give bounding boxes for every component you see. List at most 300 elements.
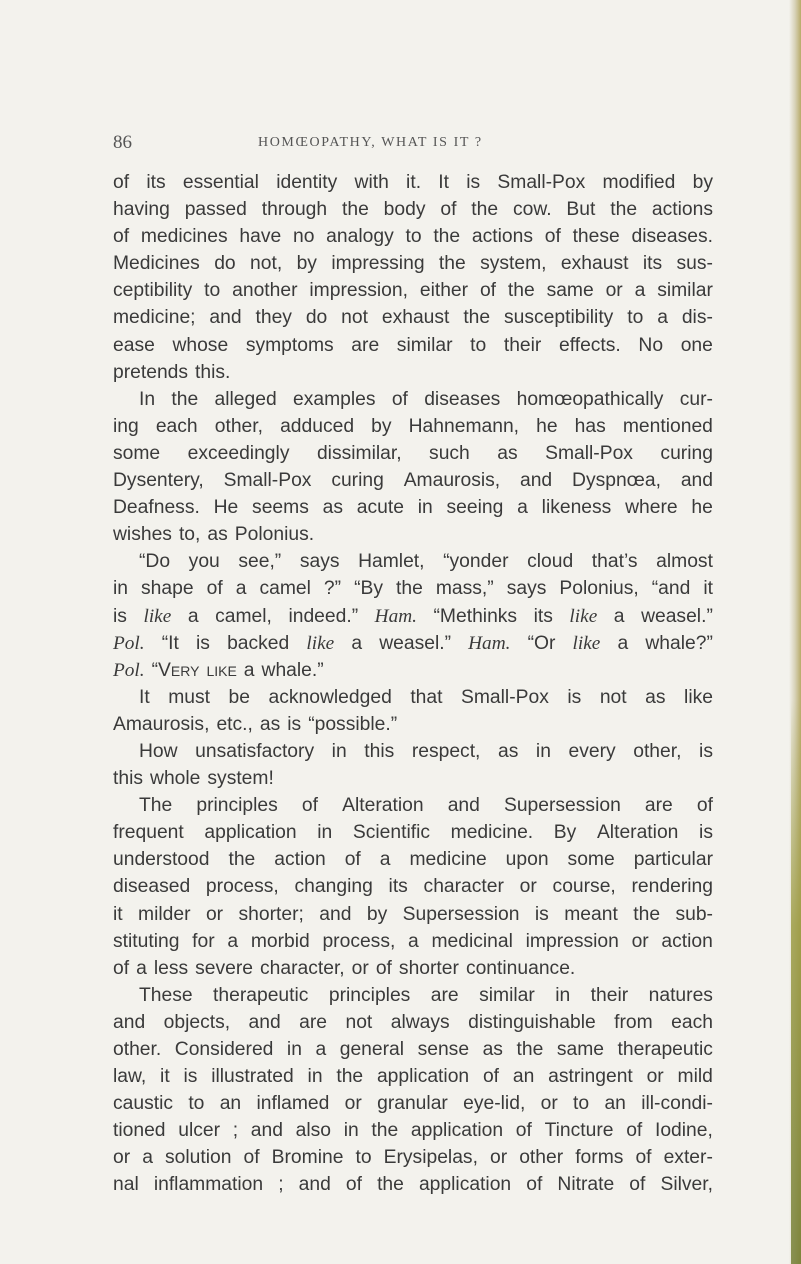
- word: [183, 1063, 197, 1090]
- styled-text: like: [206, 659, 237, 681]
- word: [483, 1036, 503, 1063]
- word: [597, 819, 678, 846]
- text-run: medicine;: [113, 307, 196, 329]
- text-run: pretends: [113, 361, 189, 383]
- word: [345, 1009, 372, 1036]
- word: [113, 332, 155, 359]
- word: [195, 738, 314, 765]
- text-run: Deafness.: [113, 497, 200, 519]
- text-run: application: [418, 1174, 512, 1196]
- text-run: to: [355, 1147, 372, 1169]
- text-run: Small-Pox: [545, 442, 633, 464]
- word: [308, 711, 397, 738]
- text-run: in: [113, 578, 129, 600]
- word: [680, 386, 713, 413]
- text-run: ;: [278, 1174, 284, 1196]
- word: [463, 1090, 525, 1117]
- text-run: as: [207, 524, 228, 546]
- word: [139, 548, 170, 575]
- text-run: its: [533, 605, 553, 627]
- text-run: similar: [479, 984, 535, 1006]
- text-run: meant: [564, 903, 618, 925]
- text-run: Amaurosis,: [403, 470, 501, 492]
- word: [183, 169, 259, 196]
- text-run: whole: [150, 768, 201, 790]
- word: [113, 196, 170, 223]
- text-run: shorter;: [238, 903, 304, 925]
- text-run: acute: [356, 497, 404, 519]
- text-run: whale.”: [261, 659, 324, 681]
- text-run: sub-: [675, 903, 713, 925]
- word: [345, 846, 361, 873]
- word: [547, 277, 594, 304]
- word: [681, 467, 713, 494]
- text-run: as: [497, 740, 519, 762]
- styled-text: Ham.: [374, 605, 417, 627]
- word: [681, 332, 713, 359]
- word: [600, 684, 627, 711]
- word: [633, 901, 660, 928]
- word: [418, 494, 433, 521]
- word: [256, 1090, 329, 1117]
- word: [113, 413, 139, 440]
- word: [322, 928, 395, 955]
- text-run: the: [342, 199, 369, 221]
- word: [463, 304, 490, 331]
- body-text: [113, 169, 713, 1199]
- text-run: its: [642, 253, 663, 275]
- text-run: Nitrate: [557, 1174, 615, 1196]
- word: [196, 792, 277, 819]
- text-run: through: [261, 199, 328, 221]
- word: [351, 332, 379, 359]
- word: [606, 277, 623, 304]
- text-run: do: [214, 253, 236, 275]
- text-line: [113, 440, 713, 467]
- text-run: to,: [178, 524, 201, 546]
- text-run: or: [344, 1093, 362, 1115]
- word: [424, 386, 500, 413]
- text-run: curing: [660, 442, 713, 464]
- word: [527, 548, 573, 575]
- text-run: ing: [113, 415, 139, 437]
- text-run: the: [471, 199, 499, 221]
- word: [113, 494, 200, 521]
- text-run: he: [536, 415, 558, 437]
- word: [410, 684, 442, 711]
- word: [377, 1171, 404, 1198]
- text-run: each: [155, 415, 198, 437]
- text-line: [113, 1090, 713, 1117]
- word: [251, 1117, 283, 1144]
- word: [236, 575, 247, 602]
- word: [573, 223, 620, 250]
- text-run: forms: [575, 1147, 624, 1169]
- text-line: [113, 738, 713, 765]
- text-run: not: [345, 1011, 373, 1033]
- word: [480, 277, 496, 304]
- text-run: medicinal: [431, 930, 513, 952]
- text-run: likeness: [541, 497, 612, 519]
- word: [498, 738, 518, 765]
- word: [542, 494, 612, 521]
- styled-text: Very: [158, 659, 200, 681]
- text-run: exter-: [663, 1147, 713, 1169]
- word: [300, 548, 340, 575]
- word: [249, 1009, 281, 1036]
- text-run: Alteration: [596, 822, 679, 844]
- word: [471, 196, 498, 223]
- word: [439, 250, 466, 277]
- text-run: acknowledged: [268, 686, 392, 708]
- text-run: a: [136, 957, 147, 979]
- word: [113, 359, 188, 386]
- word: [406, 169, 421, 196]
- text-run: exhaust: [381, 307, 450, 329]
- word: [447, 494, 504, 521]
- text-run: cur-: [679, 388, 713, 410]
- word: [244, 1144, 260, 1171]
- word: [259, 575, 310, 602]
- word: [331, 250, 424, 277]
- text-run: the: [336, 1066, 364, 1088]
- text-run: of: [243, 1147, 260, 1169]
- word: [326, 223, 394, 250]
- text-run: an: [604, 1093, 626, 1115]
- text-run: susceptibility: [504, 307, 614, 329]
- word: [260, 711, 280, 738]
- word: [545, 1117, 614, 1144]
- text-line: [113, 846, 713, 873]
- text-run: other.: [113, 1039, 162, 1060]
- word: [250, 250, 282, 277]
- text-line: [113, 657, 713, 684]
- text-line: [113, 467, 713, 494]
- text-run: modified: [602, 172, 676, 193]
- text-line: [113, 575, 713, 602]
- text-run: “possible.”: [308, 713, 398, 735]
- word: [143, 603, 171, 630]
- word: [434, 603, 518, 630]
- word: [141, 223, 228, 250]
- word: [661, 928, 712, 955]
- word: [195, 955, 253, 982]
- word: [545, 223, 561, 250]
- word: [306, 304, 327, 331]
- text-run: system,: [480, 253, 547, 275]
- word: [342, 792, 423, 819]
- text-run: cloud: [527, 551, 574, 573]
- styled-text: like: [569, 605, 598, 627]
- text-run: have: [239, 226, 282, 248]
- word: [536, 738, 551, 765]
- text-run: “Methinks: [433, 605, 518, 627]
- word: [575, 1144, 623, 1171]
- word: [272, 1144, 344, 1171]
- word: [697, 792, 713, 819]
- text-run: weasel.”: [379, 632, 451, 654]
- text-run: and: [250, 1120, 283, 1142]
- word: [139, 684, 150, 711]
- text-run: is: [196, 632, 210, 654]
- word: [614, 1009, 653, 1036]
- text-run: the: [633, 903, 661, 925]
- text-run: ;: [232, 1120, 239, 1142]
- word: [179, 521, 200, 548]
- word: [627, 304, 643, 331]
- text-run: a: [408, 930, 419, 952]
- text-run: it: [703, 578, 713, 600]
- word: [652, 196, 713, 223]
- text-run: it: [113, 903, 123, 925]
- text-run: action: [661, 930, 713, 952]
- word: [215, 386, 277, 413]
- text-run: not: [341, 307, 368, 329]
- text-run: that’s: [591, 551, 638, 573]
- word: [323, 494, 343, 521]
- text-run: or: [605, 280, 623, 302]
- text-run: a: [379, 849, 391, 871]
- word: [699, 819, 713, 846]
- word: [178, 1117, 220, 1144]
- text-run: medicines: [140, 226, 228, 248]
- word: [554, 819, 577, 846]
- word: [287, 711, 301, 738]
- text-run: inflamed: [256, 1093, 330, 1115]
- word: [228, 846, 255, 873]
- text-run: or: [646, 1066, 664, 1088]
- word: [591, 982, 629, 1009]
- text-run: every: [568, 740, 616, 762]
- text-line: [113, 1171, 713, 1198]
- text-run: for: [192, 930, 215, 952]
- word: [352, 955, 369, 982]
- text-run: the: [171, 388, 199, 410]
- word: [461, 684, 549, 711]
- text-run: mild: [677, 1066, 713, 1088]
- text-run: etc.,: [216, 713, 253, 735]
- word: [376, 955, 392, 982]
- word: [526, 928, 619, 955]
- text-run: Polonius.: [234, 524, 315, 546]
- word: [438, 169, 449, 196]
- text-run: the: [433, 226, 461, 248]
- word: [660, 440, 713, 467]
- word: [641, 1090, 713, 1117]
- word: [276, 169, 337, 196]
- text-run: exceedingly: [187, 442, 290, 464]
- word: [483, 1063, 499, 1090]
- text-run: camel,: [215, 605, 272, 627]
- word: [353, 819, 430, 846]
- word: [113, 765, 143, 792]
- text-run: seeing: [446, 497, 504, 519]
- text-run: weasel.”: [641, 605, 713, 627]
- text-run: of: [629, 1174, 646, 1196]
- word: [420, 277, 468, 304]
- text-run: is: [567, 686, 582, 708]
- word: [504, 792, 621, 819]
- text-run: an: [512, 1066, 535, 1088]
- word: [274, 846, 325, 873]
- text-run: system!: [207, 768, 274, 790]
- text-run: rendering: [631, 876, 713, 898]
- text-run: to: [204, 280, 221, 302]
- text-run: diseases: [424, 388, 501, 410]
- word: [411, 1117, 503, 1144]
- text-run: each: [671, 1011, 713, 1033]
- word: [113, 955, 129, 982]
- word: [424, 873, 504, 900]
- text-run: in: [307, 1066, 323, 1088]
- word: [504, 332, 542, 359]
- text-run: diseases.: [631, 226, 713, 248]
- text-run: of: [206, 578, 223, 600]
- text-run: other,: [214, 415, 263, 437]
- text-run: to: [470, 334, 487, 356]
- text-run: must: [168, 686, 211, 708]
- word: [649, 982, 713, 1009]
- text-run: the: [438, 253, 466, 275]
- text-run: analogy: [326, 226, 394, 248]
- word: [113, 819, 184, 846]
- text-line: [113, 386, 713, 413]
- text-run: of: [482, 1066, 500, 1088]
- text-run: is: [534, 903, 549, 925]
- text-run: in: [535, 740, 551, 762]
- word: [657, 277, 713, 304]
- word: [676, 250, 712, 277]
- text-run: continuance.: [465, 957, 576, 979]
- word: [623, 413, 713, 440]
- word: [207, 575, 223, 602]
- text-run: actions: [651, 199, 713, 221]
- text-line: [113, 711, 713, 738]
- text-line: [113, 413, 713, 440]
- word: [113, 467, 204, 494]
- word: [671, 1009, 713, 1036]
- text-run: of: [696, 795, 713, 817]
- page-header: [113, 132, 713, 154]
- word: [139, 386, 155, 413]
- text-run: and: [447, 795, 480, 817]
- word: [308, 1063, 323, 1090]
- text-run: eye-lid,: [463, 1093, 526, 1115]
- word: [557, 1171, 614, 1198]
- word: [113, 603, 127, 630]
- word: [344, 1117, 359, 1144]
- word: [288, 603, 358, 630]
- text-run: another: [232, 280, 298, 302]
- word: [346, 1171, 362, 1198]
- word: [635, 277, 646, 304]
- text-line: [113, 250, 713, 277]
- text-run: whale?”: [645, 632, 713, 654]
- word: [645, 792, 673, 819]
- text-run: of: [113, 172, 130, 193]
- word: [113, 846, 209, 873]
- text-run: cow.: [512, 199, 552, 221]
- word: [233, 1117, 238, 1144]
- word: [451, 819, 534, 846]
- text-run: and: [298, 1174, 331, 1196]
- word: [317, 819, 332, 846]
- text-run: Dyspnœa,: [572, 470, 661, 492]
- word: [195, 359, 230, 386]
- word: [513, 1063, 534, 1090]
- word: [113, 1063, 146, 1090]
- text-run: or: [631, 930, 649, 952]
- text-run: from: [614, 1011, 653, 1033]
- text-run: these: [572, 226, 620, 248]
- word: [351, 630, 362, 657]
- text-run: impression,: [309, 280, 408, 302]
- text-run: by: [366, 903, 388, 925]
- text-run: of: [544, 226, 561, 248]
- text-run: principles: [328, 984, 411, 1006]
- word: [384, 196, 426, 223]
- word: [251, 928, 310, 955]
- text-run: Hahnemann,: [408, 415, 520, 437]
- text-run: curing: [331, 470, 384, 492]
- text-run: one: [680, 334, 713, 356]
- word: [678, 1063, 713, 1090]
- word: [516, 1036, 543, 1063]
- word: [643, 250, 662, 277]
- text-run: not: [599, 686, 627, 708]
- text-run: the: [377, 1174, 404, 1196]
- text-run: a: [243, 659, 255, 681]
- text-run: is: [699, 822, 713, 844]
- word: [355, 169, 389, 196]
- text-run: mass,”: [435, 578, 494, 600]
- text-run: caustic: [113, 1093, 174, 1115]
- word: [207, 521, 227, 548]
- word: [113, 169, 129, 196]
- word: [568, 846, 615, 873]
- word: [142, 1144, 153, 1171]
- word: [239, 223, 281, 250]
- word: [295, 873, 373, 900]
- word: [472, 223, 533, 250]
- text-run: to: [627, 307, 644, 329]
- word: [113, 304, 196, 331]
- text-run: “By: [354, 578, 383, 600]
- text-run: Silver,: [660, 1174, 713, 1196]
- text-run: actions: [471, 226, 533, 248]
- text-run: inflammation: [153, 1174, 264, 1196]
- word: [508, 277, 535, 304]
- text-line: [113, 819, 713, 846]
- word: [448, 792, 480, 819]
- word: [429, 440, 470, 467]
- text-run: Scientific: [352, 822, 431, 844]
- word: [227, 928, 238, 955]
- word: [152, 657, 200, 684]
- text-run: is: [183, 1066, 198, 1088]
- word: [215, 603, 272, 630]
- text-run: It: [438, 172, 449, 193]
- text-line: [113, 873, 713, 900]
- word: [626, 1117, 642, 1144]
- word: [332, 738, 347, 765]
- word: [262, 196, 327, 223]
- word: [520, 467, 552, 494]
- text-run: application: [204, 822, 297, 844]
- text-run: in: [417, 497, 433, 519]
- text-run: severe: [195, 957, 253, 979]
- word: [336, 1063, 363, 1090]
